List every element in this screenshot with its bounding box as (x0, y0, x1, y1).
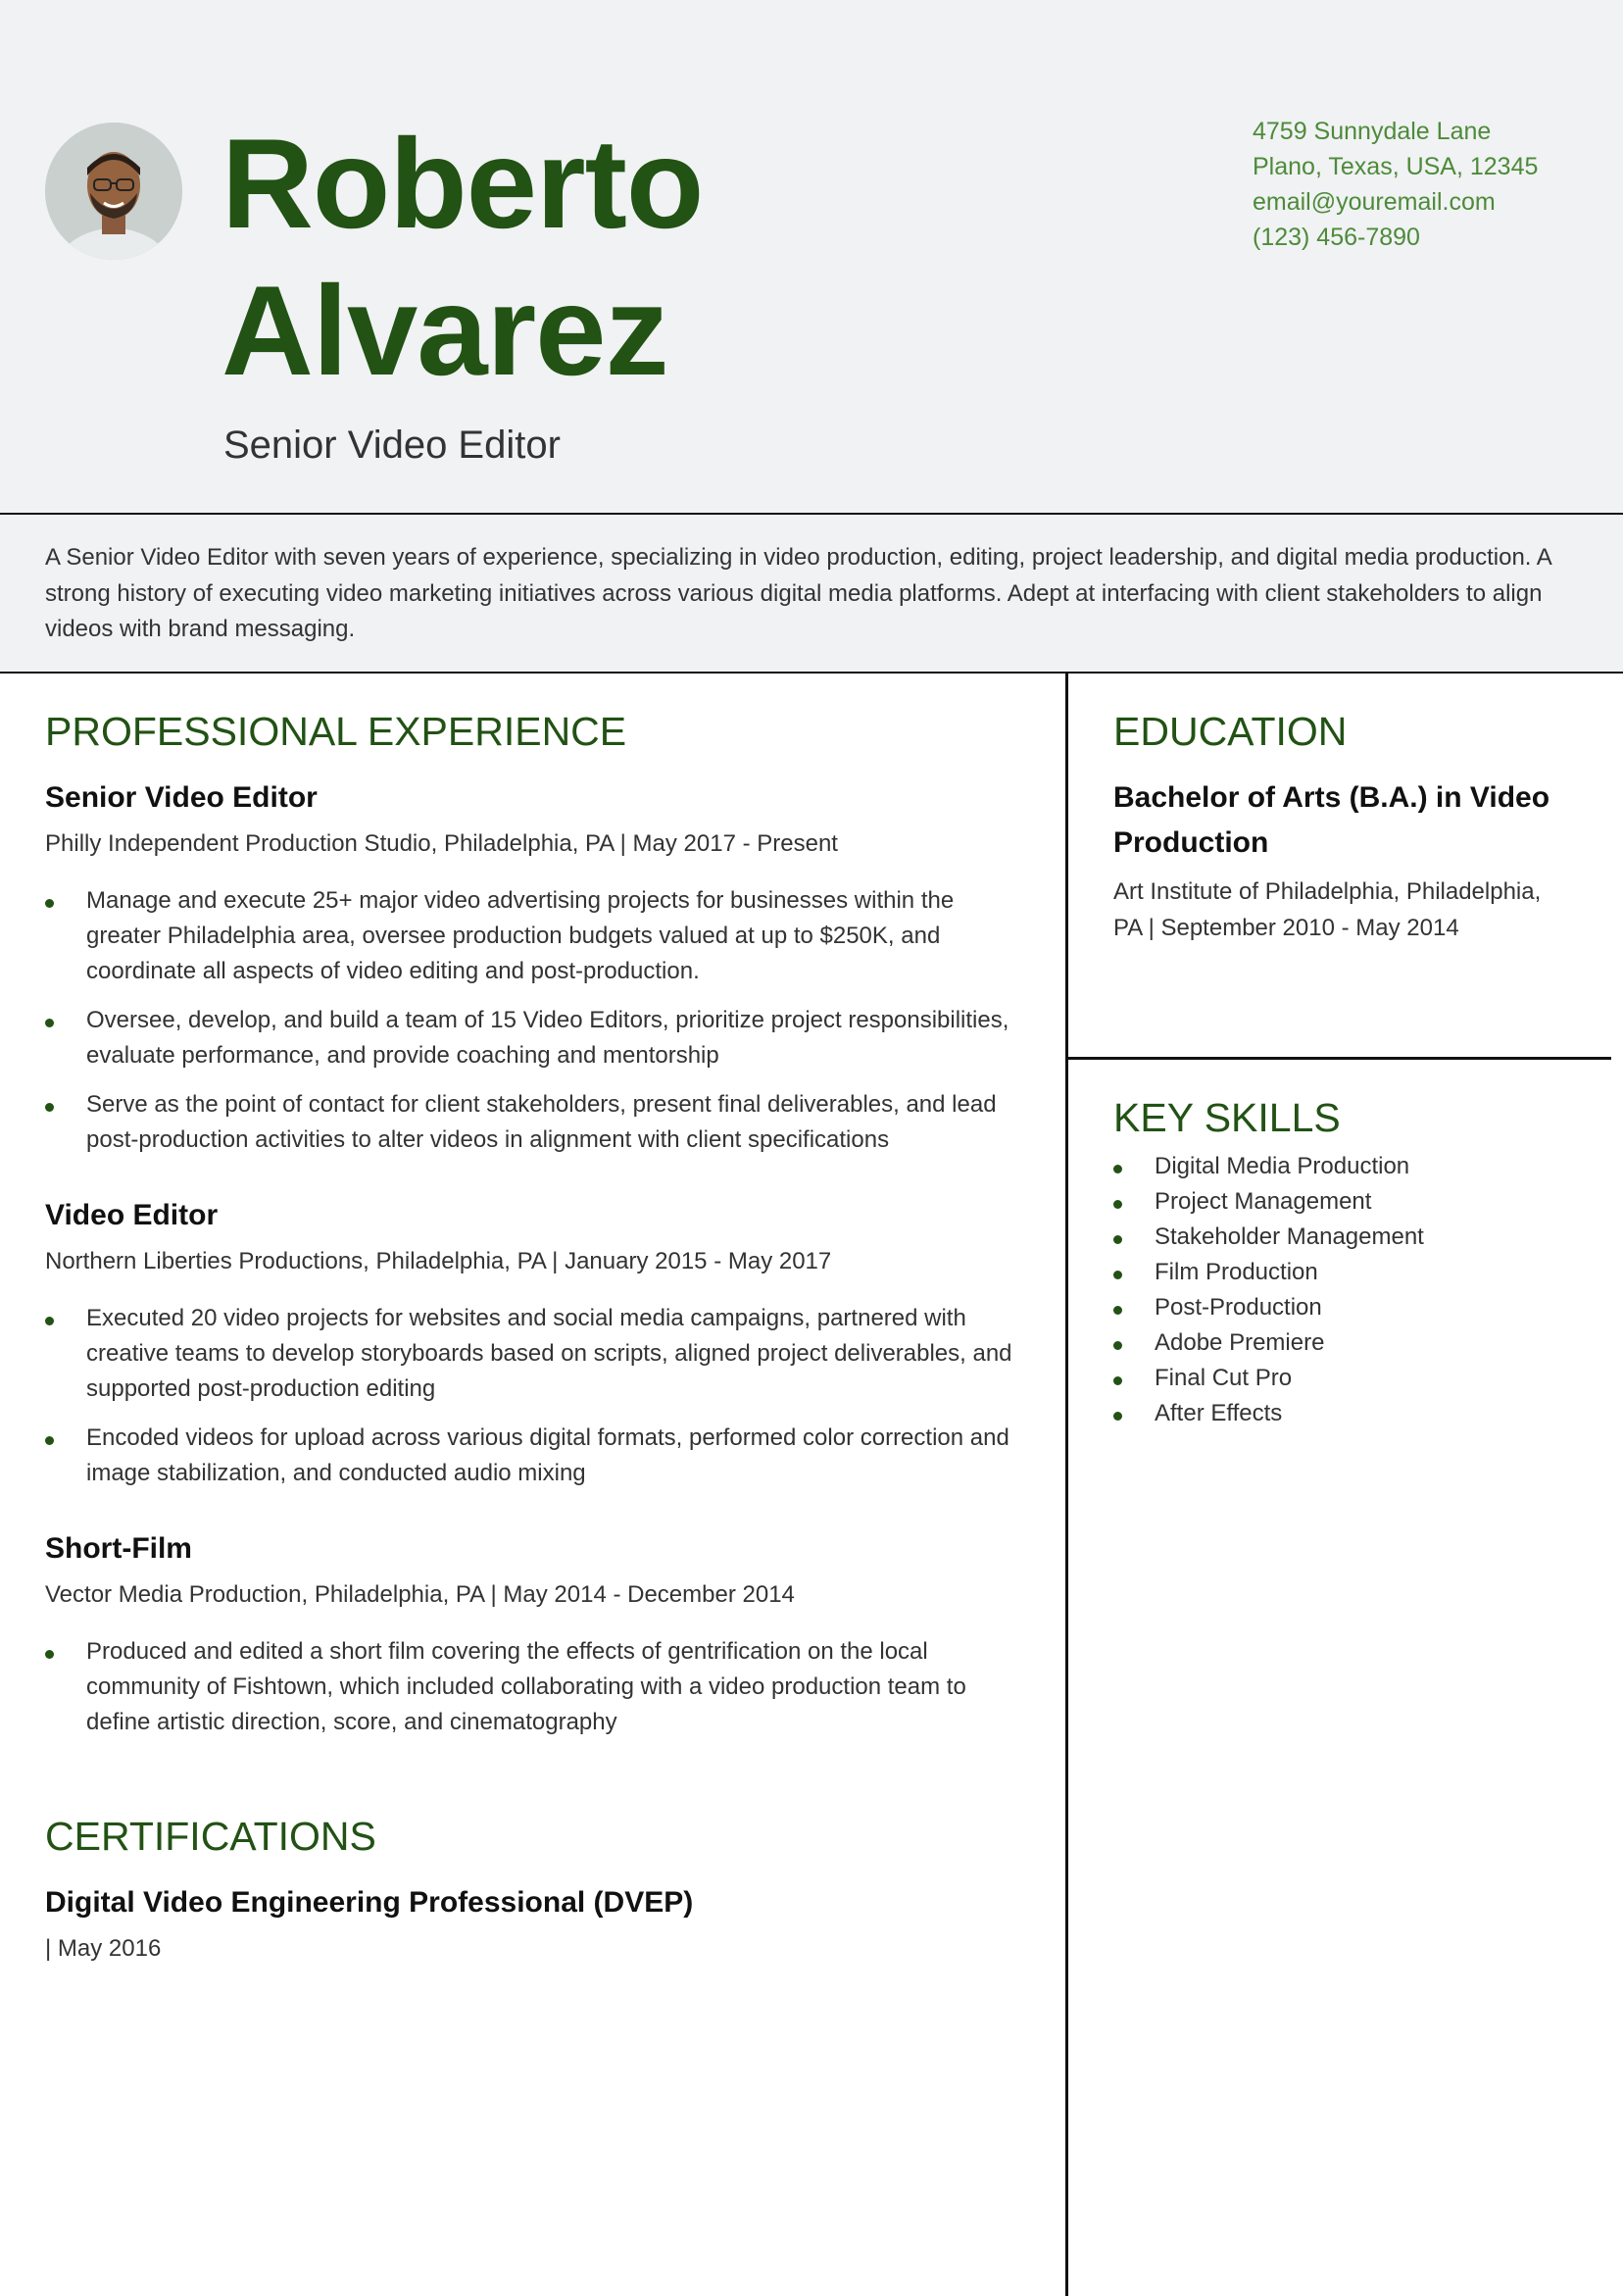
skill-item: After Effects (1113, 1396, 1574, 1431)
certification-entry (45, 1880, 1025, 1967)
job-meta: Philly Independent Production Studio, Philadelphia, PA | May 2017 - Present (45, 830, 838, 857)
resume-header (0, 0, 1623, 515)
degree-name: Bachelor of Arts (B.A.) in Video Production (1113, 781, 1550, 859)
job-entry (45, 1193, 1025, 1491)
skill-item: Final Cut Pro (1113, 1361, 1574, 1396)
profile-photo (45, 123, 182, 260)
phone-number: (123) 456-7890 (1253, 224, 1420, 251)
job-bullet: Encoded videos for upload across various digital formats, performed color correction and image stabilization, and conducted audio mixing (45, 1421, 1025, 1491)
skill-item: Digital Media Production (1113, 1149, 1574, 1184)
skill-item: Post-Production (1113, 1290, 1574, 1325)
certifications-heading: CERTIFICATIONS (45, 1814, 376, 1859)
job-role: Video Editor (45, 1199, 219, 1231)
job-meta: Vector Media Production, Philadelphia, PA | May 2014 - December 2014 (45, 1581, 795, 1608)
summary-text: A Senior Video Editor with seven years of experience, specializing in video production, editing, project leadership, and digital media production. A strong history of executing video marketing initiatives across various digital media platforms. Adept at interfacing with client stakeholders to align videos with brand messaging. (45, 544, 1551, 642)
job-bullet: Produced and edited a short film covering the effects of gentrification on the local community of Fishtown, which included collaborating with a video production team to define artistic direction, score, and cinematography (45, 1634, 1025, 1740)
address-line-1: 4759 Sunnydale Lane (1253, 118, 1492, 145)
address-line-2: Plano, Texas, USA, 12345 (1253, 153, 1539, 180)
skill-item: Film Production (1113, 1255, 1574, 1290)
first-name: Roberto (221, 112, 704, 255)
job-entry (45, 775, 1025, 1158)
job-role: Senior Video Editor (45, 781, 318, 814)
left-column (45, 704, 1025, 1967)
education-meta: Art Institute of Philadelphia, Philadelphia, PA | September 2010 - May 2014 (1113, 878, 1542, 941)
job-bullets (45, 1634, 1025, 1740)
contact-block (1253, 114, 1538, 255)
skills-heading: KEY SKILLS (1113, 1095, 1341, 1140)
job-entry (45, 1526, 1025, 1740)
skills-list (1113, 1149, 1574, 1431)
candidate-name (221, 110, 703, 404)
certification-name: Digital Video Engineering Professional (DVEP) (45, 1886, 694, 1919)
education-skills-divider (1068, 1057, 1611, 1060)
job-bullets (45, 1301, 1025, 1491)
education-heading: EDUCATION (1113, 709, 1348, 754)
skill-item: Project Management (1113, 1184, 1574, 1220)
job-bullet: Serve as the point of contact for client stakeholders, present final deliverables, and lead post-production activities to alter videos in alignment with client specifications (45, 1087, 1025, 1158)
candidate-title: Senior Video Editor (223, 424, 561, 467)
job-bullet: Executed 20 video projects for websites and social media campaigns, partnered with creative teams to develop storyboards based on scripts, aligned project deliverables, and supported post-production editing (45, 1301, 1025, 1407)
summary-section (0, 515, 1623, 674)
last-name: Alvarez (221, 259, 668, 402)
column-divider (1065, 674, 1068, 2296)
job-meta: Northern Liberties Productions, Philadelphia, PA | January 2015 - May 2017 (45, 1248, 832, 1274)
job-role: Short-Film (45, 1532, 192, 1565)
skills-section (1113, 1090, 1574, 1431)
skill-item: Adobe Premiere (1113, 1325, 1574, 1361)
job-bullets (45, 883, 1025, 1158)
certification-meta: | May 2016 (45, 1935, 162, 1962)
experience-heading: PROFESSIONAL EXPERIENCE (45, 709, 627, 754)
job-bullet: Oversee, develop, and build a team of 15 Video Editors, prioritize project responsibilities, evaluate performance, and provide coaching and mentorship (45, 1003, 1025, 1073)
education-section (1113, 704, 1574, 946)
person-photo-icon (45, 123, 182, 260)
email-link[interactable]: email@youremail.com (1253, 188, 1496, 216)
job-bullet: Manage and execute 25+ major video advertising projects for businesses within the greater Philadelphia area, oversee production budgets valued at up to $250K, and coordinate all aspects of video editing and post-production. (45, 883, 1025, 989)
skill-item: Stakeholder Management (1113, 1220, 1574, 1255)
